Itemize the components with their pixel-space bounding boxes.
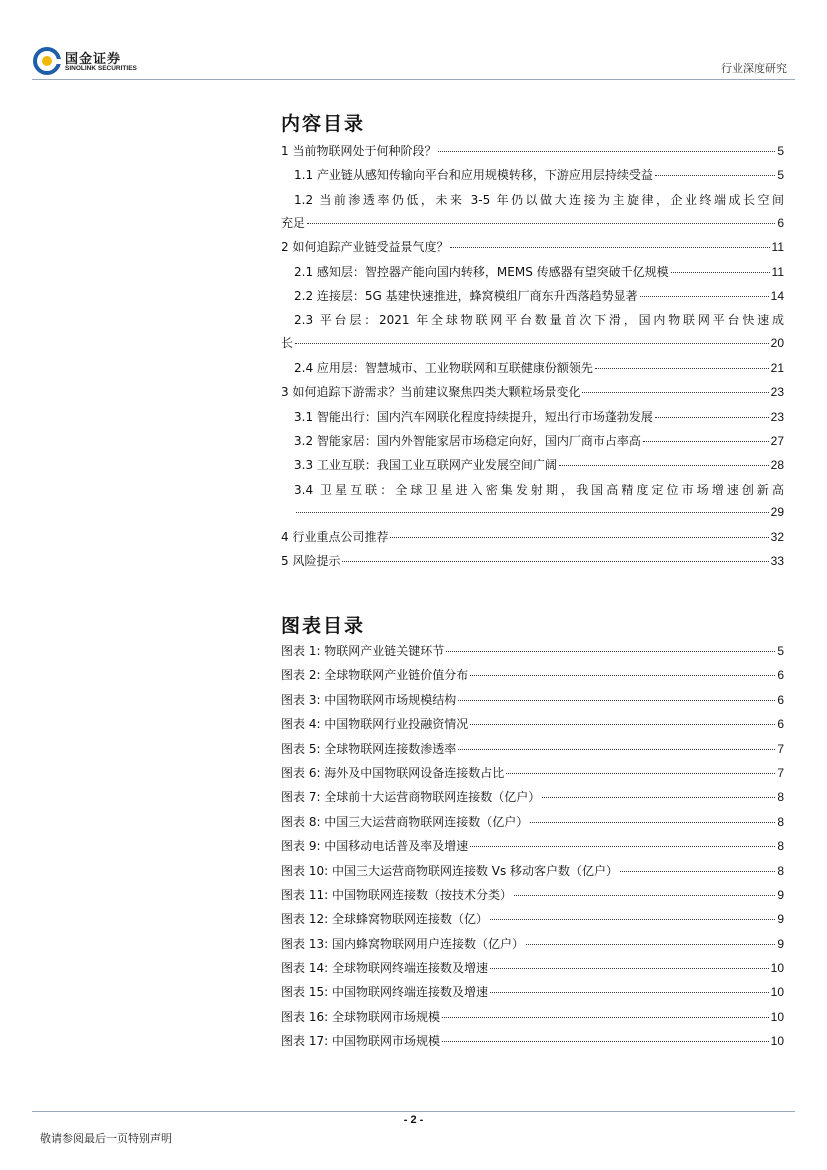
toc-entry-continued[interactable]: 长 20 xyxy=(281,336,784,351)
toc-list xyxy=(281,143,784,578)
figure-entry[interactable]: 图表 14: 全球物联网终端连接数及增速 10 xyxy=(281,961,784,976)
figure-entry[interactable]: 图表 1: 物联网产业链关键环节 5 xyxy=(281,644,784,658)
toc-entry[interactable]: 2.4 应用层：智慧城市、工业物联网和互联健康份额领先 21 xyxy=(294,360,784,375)
toc-entry-continued[interactable]: 29 xyxy=(281,504,784,529)
toc-entry[interactable]: 2 如何追踪产业链受益景气度？ 11 xyxy=(281,240,784,255)
figure-entry[interactable]: 图表 13: 国内蜂窝物联网用户连接数（亿户） 9 xyxy=(281,936,784,951)
toc-entry[interactable]: 2.3 平台层：2021 年全球物联网平台数量首次下滑，国内物联网平台快速成 xyxy=(294,313,784,328)
report-category: 行业深度研究 xyxy=(721,62,787,75)
figure-entry[interactable]: 图表 5: 全球物联网连接数渗透率 7 xyxy=(281,741,784,756)
page-header xyxy=(0,0,827,80)
figure-entry[interactable]: 图表 11: 中国物联网连接数（按技术分类） 9 xyxy=(281,887,784,902)
figure-entry[interactable]: 图表 16: 全球物联网市场规模 10 xyxy=(281,1009,784,1024)
toc-entry[interactable]: 1.1 产业链从感知传输向平台和应用规模转移，下游应用层持续受益 5 xyxy=(294,168,784,183)
toc-entry[interactable]: 4 行业重点公司推荐 32 xyxy=(281,530,784,545)
footer-disclaimer: 敬请参阅最后一页特别声明 xyxy=(40,1132,172,1145)
toc-title: 内容目录 xyxy=(281,113,366,135)
sinolink-logo-icon xyxy=(33,47,61,75)
figure-entry[interactable]: 图表 15: 中国物联网终端连接数及增速 10 xyxy=(281,985,784,1000)
figure-entry[interactable]: 图表 9: 中国移动电话普及率及增速 8 xyxy=(281,839,784,854)
figure-entry[interactable]: 图表 7: 全球前十大运营商物联网连接数（亿户） 8 xyxy=(281,790,784,805)
toc-entry[interactable]: 3.3 工业互联：我国工业互联网产业发展空间广阔 28 xyxy=(294,458,784,473)
toc-entry[interactable]: 3.1 智能出行：国内汽车网联化程度持续提升，短出行市场蓬勃发展 23 xyxy=(294,409,784,424)
toc-entry[interactable]: 1 当前物联网处于何种阶段？ 5 xyxy=(281,144,784,158)
toc-entry-continued[interactable]: 充足 6 xyxy=(281,215,784,230)
figure-entry[interactable]: 图表 3: 中国物联网市场规模结构 6 xyxy=(281,692,784,707)
logo-cn-text: 国金证券 xyxy=(65,52,122,67)
figure-entry[interactable]: 图表 12: 全球蜂窝物联网连接数（亿） 9 xyxy=(281,912,784,927)
figure-entry[interactable]: 图表 6: 海外及中国物联网设备连接数占比 7 xyxy=(281,765,784,780)
figure-entry[interactable]: 图表 4: 中国物联网行业投融资情况 6 xyxy=(281,717,784,732)
toc-entry[interactable]: 1.2 当前渗透率仍低，未来 3-5 年仍以做大连接为主旋律，企业终端成长空间 xyxy=(294,192,784,207)
figure-entry[interactable]: 图表 2: 全球物联网产业链价值分布 6 xyxy=(281,668,784,683)
toc-entry[interactable]: 2.1 感知层：智控器产能向国内转移，MEMS 传感器有望突破千亿规模 11 xyxy=(294,264,784,279)
figure-entry[interactable]: 图表 10: 中国三大运营商物联网连接数 Vs 移动客户数（亿户） 8 xyxy=(281,863,784,878)
toc-entry[interactable]: 3 如何追踪下游需求？当前建议聚焦四类大颗粒场景变化 23 xyxy=(281,385,784,400)
company-logo xyxy=(33,47,153,77)
page-number: - 2 - xyxy=(403,1114,424,1126)
footer-divider xyxy=(32,1111,795,1112)
toc-entry[interactable]: 3.2 智能家居：国内外智能家居市场稳定向好，国内厂商市占率高 27 xyxy=(294,433,784,448)
toc-entry[interactable]: 5 风险提示 33 xyxy=(281,554,784,569)
toc-entry[interactable]: 2.2 连接层：5G 基建快速推进，蜂窝模组厂商东升西落趋势显著 14 xyxy=(294,288,784,303)
header-divider xyxy=(32,79,795,80)
figures-title: 图表目录 xyxy=(281,615,366,637)
logo-en-text: SINOLINK SECURITIES xyxy=(65,65,137,72)
figure-entry[interactable]: 图表 8: 中国三大运营商物联网连接数（亿户） 8 xyxy=(281,814,784,829)
figures-list xyxy=(281,643,784,1058)
toc-entry[interactable]: 3.4 卫星互联：全球卫星进入密集发射期，我国高精度定位市场增速创新高 xyxy=(294,482,784,497)
figure-entry[interactable]: 图表 17: 中国物联网市场规模 10 xyxy=(281,1034,784,1049)
